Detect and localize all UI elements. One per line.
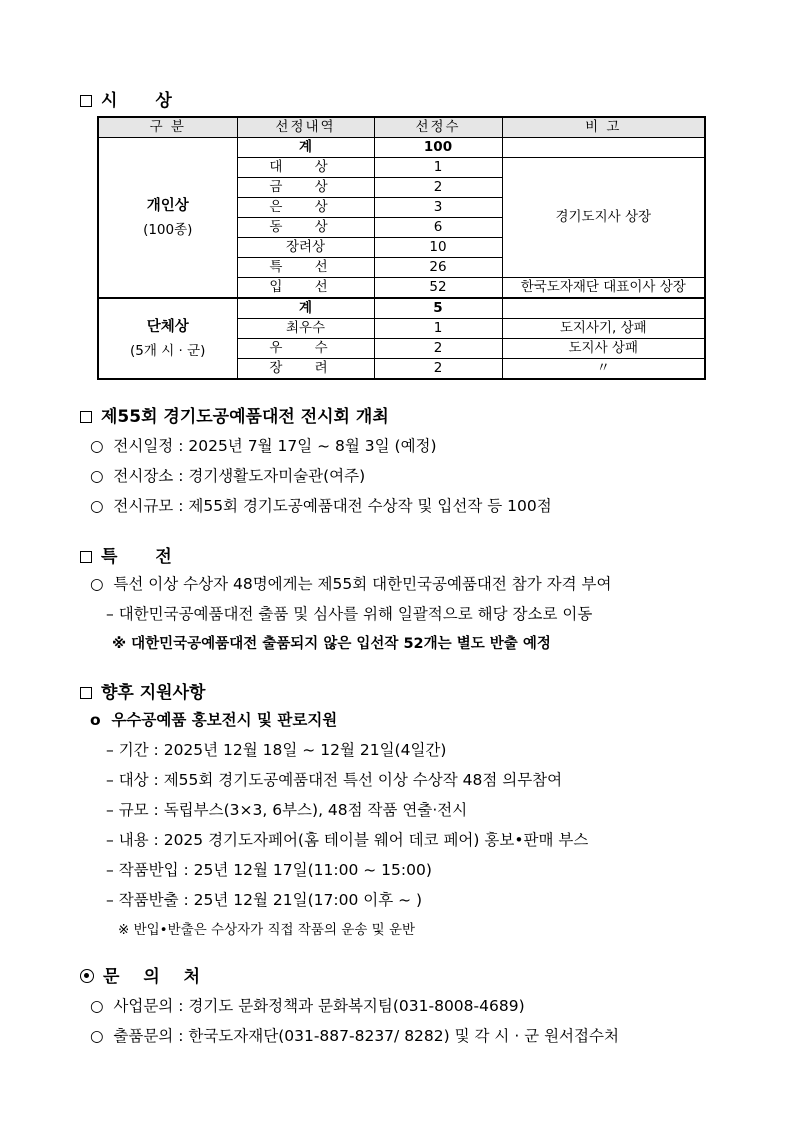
list-item: 작품반출 : 25년 12월 21일(17:00 이후 ~ )	[118, 891, 423, 909]
individual-award-group	[98, 138, 237, 299]
special-sub-item	[106, 602, 592, 624]
checkbox-square-icon	[80, 551, 92, 563]
award-count: 1	[374, 319, 502, 339]
support-sub-item	[106, 828, 588, 850]
award-name: 입 선	[237, 278, 374, 299]
list-item: 내용 : 2025 경기도자페어(홈 테이블 웨어 데코 페어) 홍보•판매 부스	[118, 831, 589, 849]
awards-heading	[80, 86, 188, 111]
support-heading-text: 향후 지원사항	[101, 683, 206, 703]
award-name: 우 수	[237, 339, 374, 359]
checkbox-square-icon	[80, 411, 92, 423]
support-sub-item	[106, 858, 432, 880]
award-count: 2	[374, 359, 502, 380]
awards-table	[97, 116, 706, 380]
list-item: 사업문의 : 경기도 문화정책과 문화복지팀(031-8008-4689)	[113, 997, 525, 1015]
circle-bullet-icon: ○	[90, 997, 104, 1015]
circle-bullet-icon: ○	[90, 497, 104, 515]
exhibition-item-schedule	[90, 434, 437, 456]
checkbox-square-icon	[80, 687, 92, 699]
list-item: 출품문의 : 한국도자재단(031-887-8237/ 8282) 및 각 시 · 군 원서접수처	[113, 1027, 619, 1045]
individual-award-title: 개인상	[146, 197, 189, 214]
group-award-group	[98, 298, 237, 379]
circle-bullet-icon: ○	[90, 1027, 104, 1045]
awards-heading-text: 시 상	[101, 91, 188, 111]
award-name: 은 상	[237, 198, 374, 218]
exhibition-heading-text: 제55회 경기도공예품대전 전시회 개최	[101, 407, 389, 427]
contact-heading	[80, 962, 209, 987]
circle-bullet-icon: o	[90, 711, 101, 729]
award-name: 장 려	[237, 359, 374, 380]
support-sub-item	[106, 888, 422, 910]
contact-item-entry	[90, 1024, 619, 1046]
circle-bullet-icon: ○	[90, 575, 104, 593]
support-sub-item	[106, 768, 562, 790]
individual-total-note	[502, 138, 705, 158]
special-heading	[80, 542, 188, 567]
circle-bullet-icon: ○	[90, 467, 104, 485]
target-circle-icon	[80, 969, 94, 983]
award-name: 대 상	[237, 158, 374, 178]
support-item	[90, 708, 337, 730]
individual-award-subtitle: (100종)	[143, 221, 193, 238]
exhibition-heading	[80, 402, 389, 427]
list-item: 특선 이상 수상자 48명에게는 제55회 대한민국공예품대전 참가 자격 부여	[113, 575, 612, 593]
dash-bullet-icon: –	[106, 861, 114, 879]
group-total-label: 계	[237, 298, 374, 319]
group-award-subtitle: (5개 시 · 군)	[130, 342, 206, 359]
support-heading	[80, 678, 205, 703]
award-count: 1	[374, 158, 502, 178]
award-name: 동 상	[237, 218, 374, 238]
support-sub-item	[106, 738, 446, 760]
individual-note-main: 경기도지사 상장	[502, 158, 705, 278]
list-item: 전시일정 : 2025년 7월 17일 ~ 8월 3일 (예정)	[113, 437, 437, 455]
award-name: 특 선	[237, 258, 374, 278]
special-heading-text: 특 전	[101, 547, 188, 567]
award-count: 3	[374, 198, 502, 218]
award-note: 〃	[502, 359, 705, 380]
circle-bullet-icon: ○	[90, 437, 104, 455]
list-item: 대상 : 제55회 경기도공예품대전 특선 이상 수상작 48점 의무참여	[118, 771, 563, 789]
list-item: 작품반입 : 25년 12월 17일(11:00 ~ 15:00)	[118, 861, 432, 879]
special-note: ※ 대한민국공예품대전 출품되지 않은 입선작 52개는 별도 반출 예정	[112, 636, 551, 652]
list-item: 우수공예품 홍보전시 및 판로지원	[111, 711, 338, 729]
list-item: 규모 : 독립부스(3×3, 6부스), 48점 작품 연출·전시	[118, 801, 468, 819]
award-count: 2	[374, 178, 502, 198]
individual-total-label: 계	[237, 138, 374, 158]
exhibition-item-venue	[90, 464, 365, 486]
award-count: 26	[374, 258, 502, 278]
award-name: 장려상	[237, 238, 374, 258]
checkbox-square-icon	[80, 95, 92, 107]
award-note: 도지사 상패	[502, 339, 705, 359]
award-count: 52	[374, 278, 502, 299]
group-total-count: 5	[374, 298, 502, 319]
award-count: 6	[374, 218, 502, 238]
dash-bullet-icon: –	[106, 605, 114, 623]
header-count: 선정수	[374, 117, 502, 138]
dash-bullet-icon: –	[106, 741, 114, 759]
contact-heading-text: 문 의 처	[103, 967, 210, 987]
header-category: 구 분	[98, 117, 237, 138]
dash-bullet-icon: –	[106, 801, 114, 819]
award-count: 2	[374, 339, 502, 359]
award-name: 최우수	[237, 319, 374, 339]
header-selection: 선정내역	[237, 117, 374, 138]
list-item: 기간 : 2025년 12월 18일 ~ 12월 21일(4일간)	[118, 741, 447, 759]
header-note: 비 고	[502, 117, 705, 138]
dash-bullet-icon: –	[106, 891, 114, 909]
support-sub-item	[106, 798, 467, 820]
award-name: 금 상	[237, 178, 374, 198]
award-count: 10	[374, 238, 502, 258]
list-item: 전시장소 : 경기생활도자미술관(여주)	[113, 467, 366, 485]
contact-item-business	[90, 994, 525, 1016]
award-note: 도지사기, 상패	[502, 319, 705, 339]
group-total-note	[502, 298, 705, 319]
table-header-row	[98, 117, 705, 138]
dash-bullet-icon: –	[106, 771, 114, 789]
group-award-title: 단체상	[146, 318, 189, 335]
table-row	[98, 298, 705, 319]
individual-note-last: 한국도자재단 대표이사 상장	[502, 278, 705, 299]
individual-total-count: 100	[374, 138, 502, 158]
dash-bullet-icon: –	[106, 831, 114, 849]
table-row	[98, 138, 705, 158]
list-item: 전시규모 : 제55회 경기도공예품대전 수상작 및 입선작 등 100점	[113, 497, 552, 515]
support-note: ※ 반입•반출은 수상자가 직접 작품의 운송 및 운반	[118, 922, 416, 938]
exhibition-item-scale	[90, 494, 552, 516]
list-item: 대한민국공예품대전 출품 및 심사를 위해 일괄적으로 해당 장소로 이동	[118, 605, 593, 623]
special-item	[90, 572, 612, 594]
